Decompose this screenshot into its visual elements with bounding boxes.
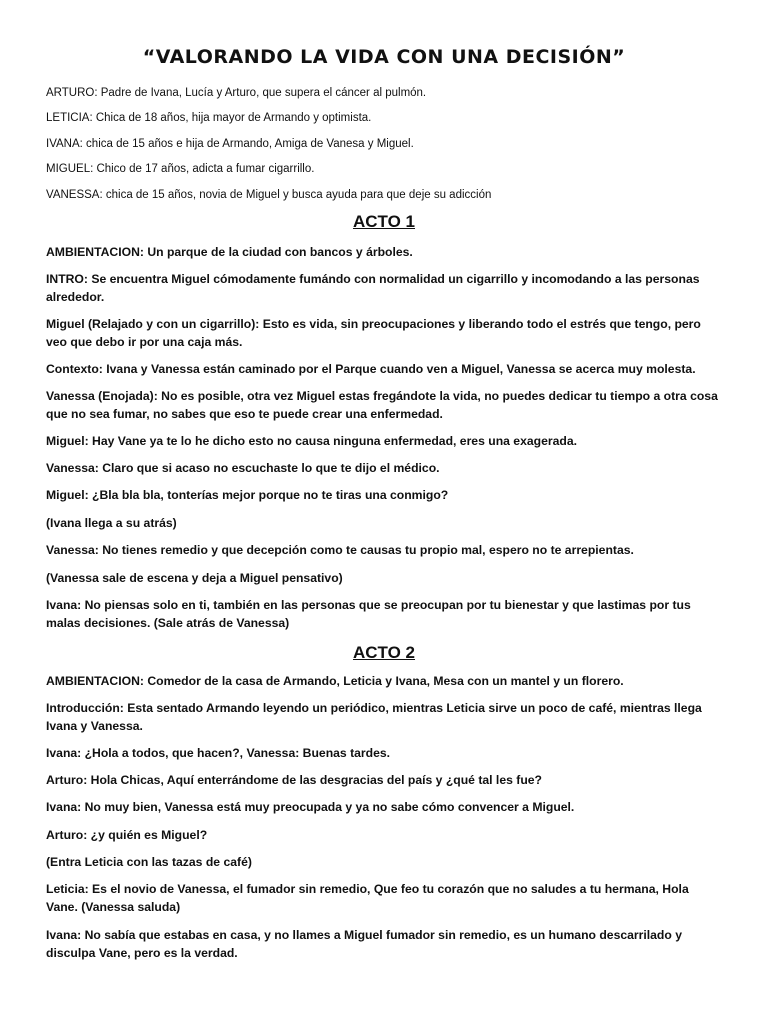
acto2-line: Arturo: Hola Chicas, Aquí enterrándome de las desgracias del país y ¿qué tal les fue? [46, 773, 542, 787]
acto-2-heading: ACTO 2 [352, 643, 416, 662]
acto1-line: Miguel: Hay Vane ya te lo he dicho esto no causa ninguna enfermedad, eres una exagerada. [46, 434, 577, 448]
cast-item-miguel: MIGUEL: Chico de 17 años, adicta a fumar cigarrillo. [46, 163, 315, 175]
acto1-line: AMBIENTACION: Un parque de la ciudad con bancos y árboles. [46, 245, 413, 259]
acto1-line: Contexto: Ivana y Vanessa están caminado por el Parque cuando ven a Miguel, Vanessa se acerca muy molesta. [46, 362, 696, 376]
cast-item-arturo: ARTURO: Padre de Ivana, Lucía y Arturo, que supera el cáncer al pulmón. [46, 87, 427, 99]
acto1-line: Vanessa: Claro que si acaso no escuchaste lo que te dijo el médico. [46, 461, 440, 475]
acto1-line: INTRO: Se encuentra Miguel cómodamente fumándo con normalidad un cigarrillo y incomodando a las personas alrededor. [46, 272, 700, 304]
acto1-line: Vanessa: No tienes remedio y que decepción como te causas tu propio mal, espero no te arrepientas. [46, 543, 634, 557]
acto2-line: Leticia: Es el novio de Vanessa, el fumador sin remedio, Que feo tu corazón que no saludes a tu hermana, Hola Vane. (Vanessa saluda) [46, 882, 689, 914]
acto-1-heading: ACTO 1 [352, 212, 416, 231]
acto2-line: Ivana: No muy bien, Vanessa está muy preocupada y ya no sabe cómo convencer a Miguel. [46, 800, 575, 814]
cast-item-leticia: LETICIA: Chica de 18 años, hija mayor de Armando y optimista. [46, 112, 372, 124]
acto1-line: (Vanessa sale de escena y deja a Miguel pensativo) [46, 571, 343, 585]
acto1-line: Ivana: No piensas solo en ti, también en las personas que se preocupan por tu bienestar y que lastimas por tus malas decisiones. (Sale atrás de Vanessa) [46, 598, 691, 630]
cast-item-ivana: IVANA: chica de 15 años e hija de Armando, Amiga de Vanesa y Miguel. [46, 138, 414, 150]
acto2-line: Arturo: ¿y quién es Miguel? [46, 828, 208, 842]
acto1-line: Miguel (Relajado y con un cigarrillo): Esto es vida, sin preocupaciones y liberando todo el estrés que tengo, pero veo que debo ir por una caja más. [46, 317, 701, 349]
acto1-line: Miguel: ¿Bla bla bla, tonterías mejor porque no te tiras una conmigo? [46, 488, 449, 502]
acto1-line: Vanessa (Enojada): No es posible, otra vez Miguel estas fregándote la vida, no puedes dedicar tu tiempo a otra cosa que no sea fumar, no sabes que eso te puede crear una enfermedad. [46, 389, 718, 421]
acto1-line: (Ivana llega a su atrás) [46, 516, 177, 530]
acto2-line: Introducción: Esta sentado Armando leyendo un periódico, mientras Leticia sirve un poco de café, mientras llega Ivana y Vanessa. [46, 701, 702, 733]
acto2-line: Ivana: No sabía que estabas en casa, y no llames a Miguel fumador sin remedio, es un humano descarrilado y disculpa Vane, pero es la verdad. [46, 928, 682, 960]
document-title: “VALORANDO LA VIDA CON UNA DECISIÓN” [142, 46, 626, 68]
acto2-line: Ivana: ¿Hola a todos, que hacen?, Vanessa: Buenas tardes. [46, 746, 391, 760]
acto2-line: (Entra Leticia con las tazas de café) [46, 855, 252, 869]
cast-item-vanessa: VANESSA: chica de 15 años, novia de Miguel y busca ayuda para que deje su adicción [46, 189, 492, 201]
acto2-line: AMBIENTACION: Comedor de la casa de Armando, Leticia y Ivana, Mesa con un mantel y un florero. [46, 674, 624, 688]
